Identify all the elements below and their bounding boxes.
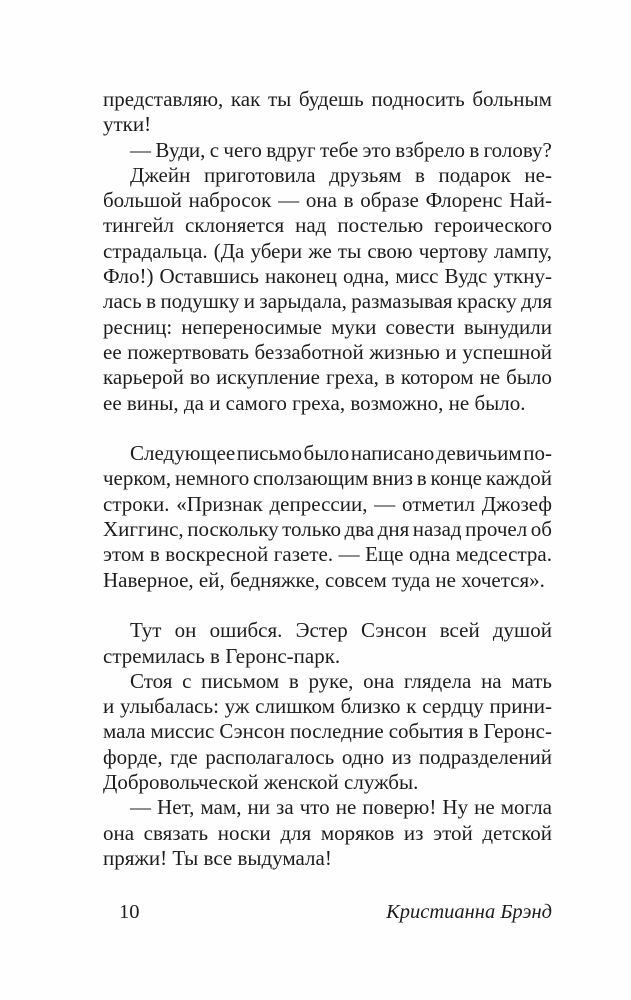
word: подушку: [160, 289, 240, 314]
word: одно: [341, 744, 385, 769]
text-line: [103, 492, 552, 517]
word: только: [282, 517, 341, 542]
word: —: [278, 188, 300, 213]
word: дня: [377, 517, 410, 542]
word: письмо: [236, 441, 302, 466]
word: не-: [524, 162, 552, 187]
word: для: [280, 820, 312, 845]
word: греха,: [325, 365, 379, 390]
word: в: [414, 162, 425, 187]
word: лампу,: [494, 238, 552, 263]
text-line: [103, 163, 552, 188]
word: чертову: [418, 238, 488, 263]
text-line: Добровольческой женской службы.: [103, 770, 419, 795]
word: во: [189, 365, 211, 390]
word: глядела: [403, 668, 472, 693]
word: что: [299, 795, 330, 820]
text-line: [103, 466, 552, 491]
text-line: стремилась в Геронс-парк.: [103, 643, 341, 668]
word: Эстер: [295, 618, 348, 643]
paragraph: [103, 138, 552, 163]
word: прини-: [489, 694, 552, 719]
word: голову?: [483, 137, 552, 162]
text-line: [103, 213, 552, 238]
word: успешной: [462, 339, 552, 364]
word: муки: [331, 314, 377, 339]
word: слишком: [255, 694, 335, 719]
word: было: [303, 441, 350, 466]
text-line: [103, 87, 552, 112]
word: Тут: [130, 618, 162, 643]
word: Флоренс: [425, 188, 503, 213]
word: образе: [360, 188, 419, 213]
word: душой: [492, 618, 552, 643]
text-line: [103, 669, 552, 694]
word: Хиггинс,: [103, 517, 184, 542]
word: носки: [217, 820, 271, 845]
word: размазывая: [351, 289, 453, 314]
text-line: утки!: [103, 112, 152, 137]
word: подносить: [371, 87, 465, 111]
word: вынудили: [463, 314, 552, 339]
word: друзьям: [329, 162, 402, 187]
word: Геронс-: [483, 719, 552, 744]
word: ни: [247, 795, 270, 820]
word: Вудс: [444, 264, 488, 289]
word: где: [170, 744, 198, 769]
word: на: [481, 668, 502, 693]
paragraph: [103, 163, 552, 416]
word: Стоя: [130, 668, 173, 693]
text-line: [103, 315, 552, 340]
word: ошибся.: [209, 618, 283, 643]
word: Следующее: [130, 441, 236, 466]
word: жизнью: [369, 339, 440, 364]
word: же: [308, 238, 332, 263]
text-line: [103, 542, 552, 567]
word: искупление: [216, 365, 320, 390]
word: склоняется: [185, 213, 285, 238]
word: убери: [250, 238, 303, 263]
word: одна,: [342, 264, 390, 289]
paragraph: [103, 618, 552, 669]
word: каждой: [485, 466, 552, 491]
word: большой: [103, 188, 182, 213]
word: располагалось: [205, 744, 335, 769]
word: Ну: [442, 795, 469, 820]
text-line: [103, 264, 552, 289]
word: с: [209, 137, 220, 162]
word: он: [174, 618, 197, 643]
word: письмом: [201, 668, 280, 693]
word: наконец: [264, 264, 337, 289]
word: Фло!): [103, 264, 154, 289]
word: вдруг: [266, 137, 316, 162]
word: назад: [412, 517, 462, 542]
word: отметил: [402, 491, 475, 516]
text-line: [103, 694, 552, 719]
word: написано: [350, 441, 435, 466]
word: краску: [457, 289, 517, 314]
word: уткну-: [493, 264, 552, 289]
word: она: [103, 820, 135, 845]
word: ты: [337, 238, 362, 263]
page-text: [103, 87, 552, 871]
word: пожертвовать: [127, 339, 249, 364]
word: беззаботной: [254, 339, 364, 364]
text-line: [103, 365, 552, 390]
word: Нет,: [157, 795, 195, 820]
word: моряков: [320, 820, 395, 845]
text-line: Наверное, ей, бедняжке, совсем туда не хочется».: [103, 567, 545, 592]
word: детской: [482, 820, 552, 845]
word: не: [474, 795, 495, 820]
word: в: [288, 668, 299, 693]
word: тебе: [319, 137, 359, 162]
word: героического: [434, 213, 552, 238]
paragraph: [103, 795, 552, 871]
paragraph: [103, 669, 552, 795]
word: совести: [385, 314, 455, 339]
text-line: [103, 795, 552, 820]
word: не: [479, 365, 501, 390]
paragraph: [103, 87, 552, 138]
word: из: [391, 744, 412, 769]
text-line: [103, 719, 552, 744]
word: подарок: [438, 162, 511, 187]
word: приготовила: [203, 162, 316, 187]
word: непереносимые: [181, 314, 322, 339]
text-line: [103, 618, 552, 643]
word: Джейн: [130, 162, 191, 187]
word: события: [388, 719, 464, 744]
word: страдальца.: [103, 238, 208, 263]
word: и: [103, 694, 115, 719]
word: строки.: [103, 491, 170, 516]
word: было: [506, 365, 552, 390]
word: за: [276, 795, 294, 820]
word: для: [521, 289, 552, 314]
word: мать: [511, 668, 552, 693]
word: представляю,: [103, 87, 224, 111]
word: Оставшись: [159, 264, 259, 289]
word: (Да: [213, 238, 245, 263]
word: этой: [433, 820, 473, 845]
word: взбрело: [395, 137, 465, 162]
word: —: [130, 795, 151, 820]
word: поскольку: [187, 517, 279, 542]
word: два: [344, 517, 375, 542]
word: медсестра.: [455, 542, 552, 567]
word: и: [243, 289, 255, 314]
word: могла: [500, 795, 552, 820]
word: будешь: [298, 87, 364, 111]
word: в: [149, 542, 160, 567]
word: прочел: [465, 517, 528, 542]
word: —: [374, 491, 396, 516]
word: ты: [267, 87, 292, 111]
word: карьерой: [103, 365, 184, 390]
word: последние: [290, 719, 384, 744]
word: лась: [103, 289, 142, 314]
word: об: [530, 517, 552, 542]
word: —: [130, 137, 151, 162]
word: это: [362, 137, 391, 162]
word: Вуди,: [155, 137, 206, 162]
word: этом: [103, 542, 145, 567]
word: депрессии,: [269, 491, 368, 516]
word: ее: [103, 339, 122, 364]
word: в: [343, 188, 354, 213]
word: с: [182, 668, 192, 693]
word: из: [403, 820, 424, 845]
paragraph: [103, 441, 552, 593]
word: мисс: [395, 264, 439, 289]
word: в: [384, 365, 395, 390]
word: в: [416, 466, 427, 491]
text-line: [103, 340, 552, 365]
word: сердцу: [422, 694, 484, 719]
word: Джозеф: [481, 491, 552, 516]
word: в: [469, 137, 480, 162]
text-line: [103, 517, 552, 542]
word: она: [363, 668, 395, 693]
word: к: [406, 694, 417, 719]
word: связать: [143, 820, 209, 845]
word: Сэнсон: [360, 618, 427, 643]
word: как: [230, 87, 261, 111]
text-line: [103, 188, 552, 213]
word: тингейл: [103, 213, 175, 238]
word: над: [295, 213, 327, 238]
word: Еще: [365, 542, 404, 567]
word: черком,: [103, 466, 172, 491]
text-line: [103, 239, 552, 264]
word: —: [338, 542, 360, 567]
word: воскресной: [165, 542, 269, 567]
word: котором: [400, 365, 474, 390]
word: чего: [223, 137, 262, 162]
word: сползающим: [253, 466, 369, 491]
word: улыбалась:: [120, 694, 219, 719]
word: ресниц:: [103, 314, 173, 339]
word: миссис: [150, 719, 215, 744]
word: по-: [523, 441, 552, 466]
word: в: [468, 719, 479, 744]
text-line: [103, 289, 552, 314]
word: набросок: [188, 188, 272, 213]
word: Сэнсон: [219, 719, 285, 744]
text-line: [103, 821, 552, 846]
page-footer: [103, 899, 552, 925]
word: уж: [224, 694, 250, 719]
page-number: 10: [119, 901, 140, 923]
word: близко: [340, 694, 401, 719]
running-title-author: Кристианна Брэнд: [386, 901, 552, 923]
word: она: [305, 188, 337, 213]
word: постелью: [337, 213, 424, 238]
word: больным: [472, 87, 552, 111]
word: зарыдала,: [259, 289, 347, 314]
text-line: [103, 745, 552, 770]
word: свою: [367, 238, 413, 263]
word: конце: [430, 466, 482, 491]
word: Най-: [509, 188, 552, 213]
word: газете.: [273, 542, 334, 567]
word: одна: [409, 542, 451, 567]
word: форде,: [103, 744, 163, 769]
word: поверю!: [362, 795, 437, 820]
text-line: пряжи! Ты все выдумала!: [103, 845, 332, 870]
text-line: ее вины, да и самого греха, возможно, не было.: [103, 390, 526, 415]
word: подразделений: [418, 744, 552, 769]
word: в: [146, 289, 157, 314]
word: вниз: [372, 466, 413, 491]
word: и: [445, 339, 457, 364]
text-line: [103, 441, 552, 466]
word: «Признак: [176, 491, 263, 516]
text-line: [103, 138, 552, 163]
word: немного: [175, 466, 250, 491]
word: не: [335, 795, 357, 820]
word: мам,: [200, 795, 242, 820]
word: мала: [103, 719, 146, 744]
word: девичьим: [435, 441, 522, 466]
word: руке,: [308, 668, 354, 693]
word: всей: [439, 618, 480, 643]
